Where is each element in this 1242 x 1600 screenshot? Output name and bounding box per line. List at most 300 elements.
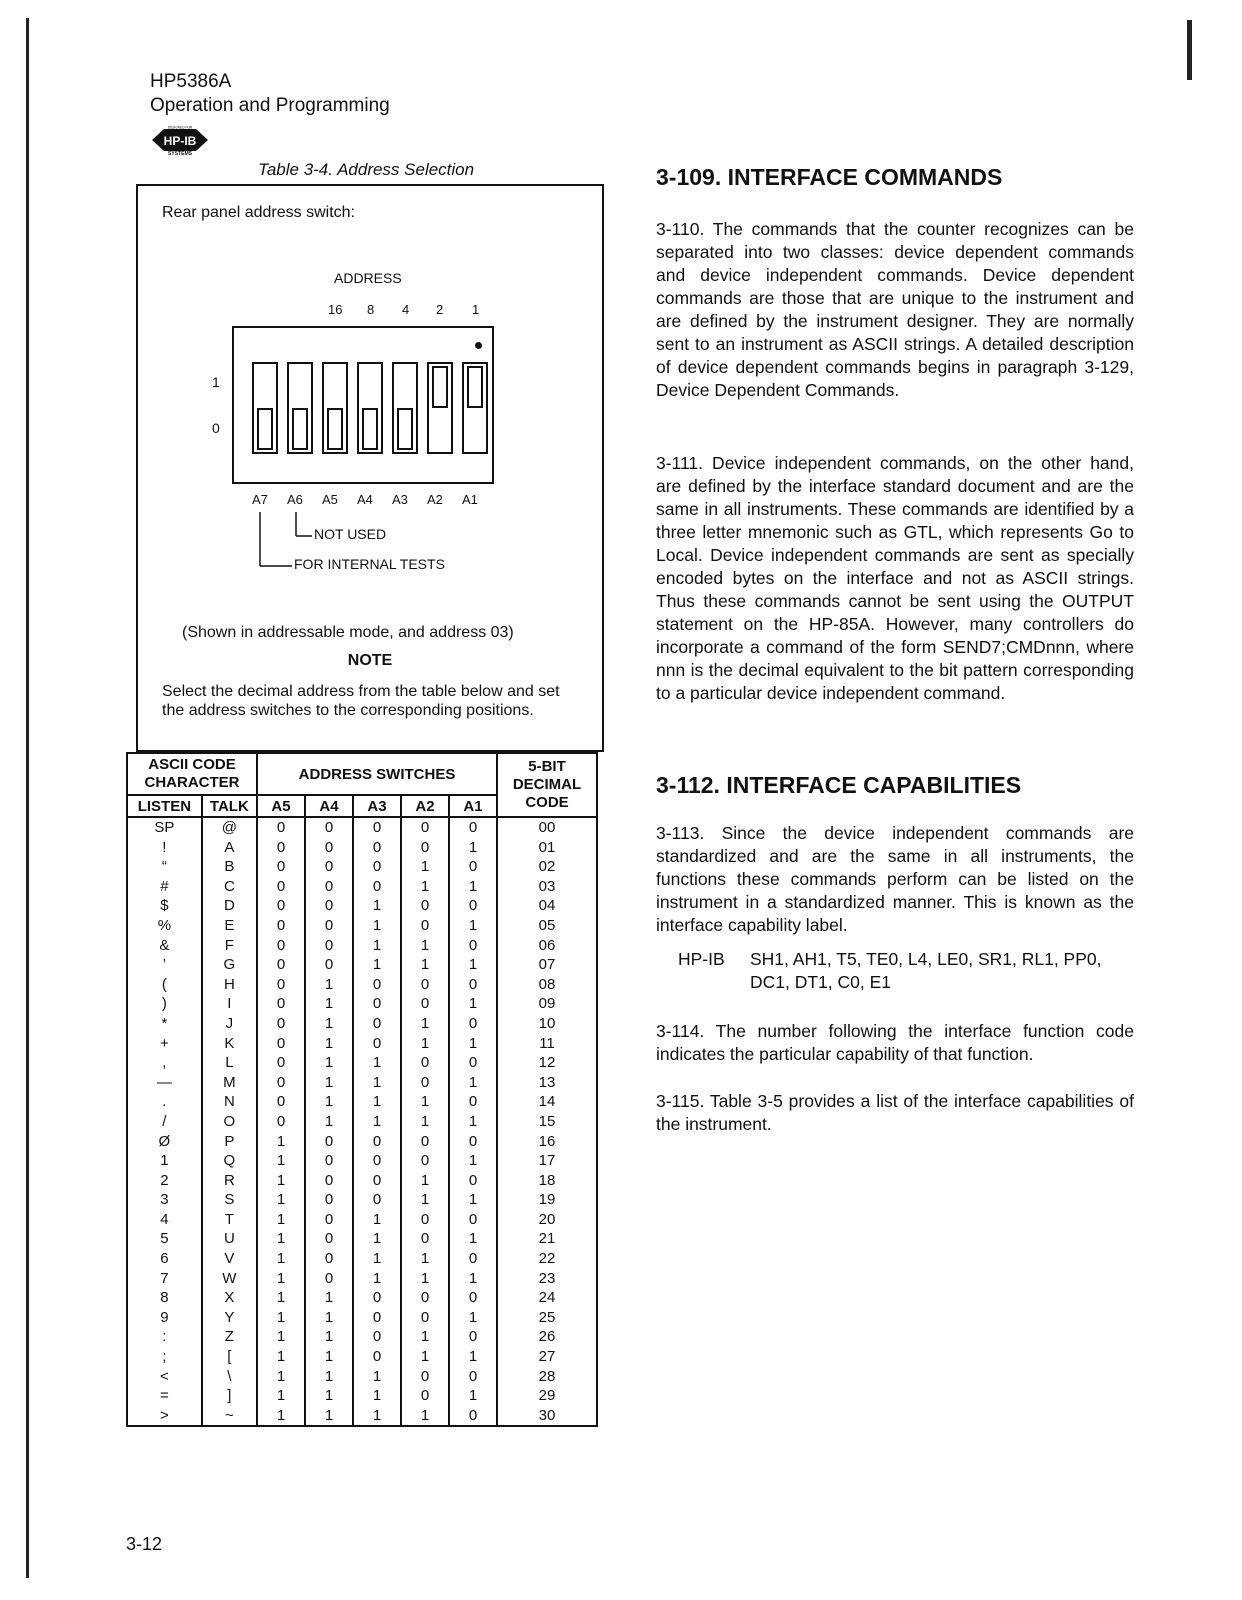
talk-char-cell: E: [202, 916, 257, 936]
bit-header-a5: A5: [257, 795, 305, 817]
decimal-code-cell: 25: [497, 1308, 597, 1328]
bit-a4-cell: 0: [305, 817, 353, 838]
bit-a3-cell: 1: [353, 936, 401, 956]
bit-a5-cell: 0: [257, 896, 305, 916]
bit-header-a2: A2: [401, 795, 449, 817]
bit-a5-cell: 0: [257, 994, 305, 1014]
bit-a5-cell: 1: [257, 1347, 305, 1367]
talk-char-cell: N: [202, 1092, 257, 1112]
decimal-code-cell: 16: [497, 1132, 597, 1152]
bit-a5-cell: 0: [257, 955, 305, 975]
bit-a3-cell: 1: [353, 1112, 401, 1132]
bit-a1-cell: 0: [449, 1014, 497, 1034]
bit-a1-cell: 1: [449, 1112, 497, 1132]
table-row: [127, 1034, 597, 1054]
table-row: [127, 1132, 597, 1152]
decimal-code-cell: 08: [497, 975, 597, 995]
bit-a4-cell: 0: [305, 1171, 353, 1191]
logo-systems-text: SYSTEMS: [168, 151, 192, 156]
listen-char-cell: ): [127, 994, 202, 1014]
bit-a5-cell: 1: [257, 1386, 305, 1406]
heading-interface-commands: 3-109. INTERFACE COMMANDS: [656, 164, 1003, 190]
talk-char-cell: Y: [202, 1308, 257, 1328]
bit-a1-cell: 0: [449, 1327, 497, 1347]
bit-a2-cell: 0: [401, 1288, 449, 1308]
listen-char-cell: %: [127, 916, 202, 936]
talk-char-cell: ]: [202, 1386, 257, 1406]
decimal-code-cell: 13: [497, 1073, 597, 1093]
bit-a3-cell: 0: [353, 1014, 401, 1034]
bit-a3-cell: 0: [353, 1132, 401, 1152]
bit-a3-cell: 0: [353, 1151, 401, 1171]
decimal-code-cell: 12: [497, 1053, 597, 1073]
bit-a2-cell: 1: [401, 1112, 449, 1132]
bit-a5-cell: 1: [257, 1229, 305, 1249]
bit-a1-cell: 1: [449, 877, 497, 897]
paragraph-3-115: 3-115. Table 3-5 provides a list of the interface capabilities of the instrument.: [656, 1091, 1134, 1134]
talk-char-cell: U: [202, 1229, 257, 1249]
talk-char-cell: M: [202, 1073, 257, 1093]
talk-char-cell: @: [202, 817, 257, 838]
decimal-code-cell: 23: [497, 1269, 597, 1289]
decimal-code-cell: 27: [497, 1347, 597, 1367]
listen-char-cell: <: [127, 1367, 202, 1387]
bit-a1-cell: 0: [449, 1249, 497, 1269]
talk-char-cell: [: [202, 1347, 257, 1367]
decimal-code-cell: 19: [497, 1190, 597, 1210]
bit-a4-cell: 0: [305, 936, 353, 956]
listen-char-cell: ,: [127, 1053, 202, 1073]
listen-char-cell: $: [127, 896, 202, 916]
weight-16: 16: [328, 302, 343, 317]
label-a3: A3: [392, 492, 408, 507]
bit-a4-cell: 0: [305, 1151, 353, 1171]
bit-a1-cell: 1: [449, 955, 497, 975]
bit-a1-cell: 0: [449, 975, 497, 995]
bit-a3-cell: 0: [353, 838, 401, 858]
corner-mark: [1187, 20, 1192, 80]
decimal-code-cell: 14: [497, 1092, 597, 1112]
decimal-code-cell: 29: [497, 1386, 597, 1406]
bit-a5-cell: 1: [257, 1308, 305, 1328]
table-row: [127, 994, 597, 1014]
bit-a4-cell: 1: [305, 1386, 353, 1406]
bit-a4-cell: 1: [305, 1073, 353, 1093]
hpib-logo: [150, 126, 210, 156]
bit-a5-cell: 1: [257, 1132, 305, 1152]
bit-a5-cell: 0: [257, 817, 305, 838]
bit-a3-cell: 0: [353, 975, 401, 995]
talk-char-cell: W: [202, 1269, 257, 1289]
bit-a2-cell: 0: [401, 1386, 449, 1406]
decimal-code-cell: 11: [497, 1034, 597, 1054]
bit-a1-cell: 1: [449, 1308, 497, 1328]
decimal-code-cell: 05: [497, 916, 597, 936]
switch-knob: [292, 408, 308, 450]
bit-a1-cell: 1: [449, 994, 497, 1014]
table-row: [127, 1073, 597, 1093]
listen-char-cell: :: [127, 1327, 202, 1347]
label-a4: A4: [357, 492, 373, 507]
switch-a4[interactable]: [357, 362, 383, 454]
address-label: ADDRESS: [334, 270, 402, 286]
bit-a4-cell: 0: [305, 1249, 353, 1269]
listen-char-cell: !: [127, 838, 202, 858]
listen-char-cell: ;: [127, 1347, 202, 1367]
label-a7: A7: [252, 492, 268, 507]
bit-a4-cell: 0: [305, 1269, 353, 1289]
bit-a4-cell: 1: [305, 1092, 353, 1112]
bit-header-a3: A3: [353, 795, 401, 817]
decimal-code-cell: 15: [497, 1112, 597, 1132]
bit-a4-cell: 1: [305, 1112, 353, 1132]
talk-char-cell: C: [202, 877, 257, 897]
talk-char-cell: J: [202, 1014, 257, 1034]
bit-a3-cell: 0: [353, 1308, 401, 1328]
decimal-code-cell: 28: [497, 1367, 597, 1387]
listen-char-cell: 3: [127, 1190, 202, 1210]
bit-a1-cell: 1: [449, 838, 497, 858]
bit-a4-cell: 0: [305, 838, 353, 858]
bit-a2-cell: 0: [401, 1053, 449, 1073]
bit-a3-cell: 0: [353, 817, 401, 838]
bit-a3-cell: 1: [353, 896, 401, 916]
bit-a4-cell: 1: [305, 975, 353, 995]
bit-a2-cell: 1: [401, 955, 449, 975]
bit-a1-cell: 0: [449, 1132, 497, 1152]
bit-a5-cell: 1: [257, 1210, 305, 1230]
table-row: [127, 1229, 597, 1249]
bit-a1-cell: 0: [449, 857, 497, 877]
bit-a4-cell: 0: [305, 955, 353, 975]
note-title: NOTE: [347, 652, 393, 669]
bit-a1-cell: 1: [449, 1073, 497, 1093]
talk-char-cell: Q: [202, 1151, 257, 1171]
switch-housing: [232, 326, 494, 484]
note-text: Select the decimal address from the table below and set the address switches to the corresponding positions.: [162, 683, 560, 719]
bit-a1-cell: 0: [449, 1053, 497, 1073]
hpib-label: HP-IB: [678, 949, 725, 969]
decimal-code-cell: 22: [497, 1249, 597, 1269]
indicator-dot: [475, 342, 482, 349]
bit-a5-cell: 0: [257, 857, 305, 877]
bit-a3-cell: 1: [353, 1053, 401, 1073]
bit-a2-cell: 1: [401, 1190, 449, 1210]
bit-a2-cell: 0: [401, 975, 449, 995]
table-row: [127, 1053, 597, 1073]
decimal-header: 5-BIT DECIMAL CODE: [497, 753, 597, 817]
weight-8: 8: [367, 302, 375, 317]
shown-note: (Shown in addressable mode, and address 03): [182, 624, 514, 641]
table-row: [127, 1288, 597, 1308]
decimal-code-cell: 20: [497, 1210, 597, 1230]
listen-char-cell: =: [127, 1386, 202, 1406]
listen-char-cell: —: [127, 1073, 202, 1093]
listen-char-cell: 5: [127, 1229, 202, 1249]
table-row: [127, 1190, 597, 1210]
bit-a1-cell: 1: [449, 1151, 497, 1171]
internal-tests-label: FOR INTERNAL TESTS: [294, 556, 445, 572]
decimal-code-cell: 09: [497, 994, 597, 1014]
bit-a1-cell: 0: [449, 1288, 497, 1308]
bit-a2-cell: 0: [401, 896, 449, 916]
bit-a4-cell: 1: [305, 1288, 353, 1308]
label-a6: A6: [287, 492, 303, 507]
switch-knob: [432, 366, 448, 408]
bit-a5-cell: 1: [257, 1269, 305, 1289]
label-a2: A2: [427, 492, 443, 507]
bit-a1-cell: 0: [449, 1367, 497, 1387]
bit-a4-cell: 0: [305, 1210, 353, 1230]
decimal-code-cell: 26: [497, 1327, 597, 1347]
bit-a1-cell: 0: [449, 1092, 497, 1112]
bit-a4-cell: 1: [305, 1327, 353, 1347]
bit-a3-cell: 0: [353, 1034, 401, 1054]
listen-char-cell: #: [127, 877, 202, 897]
listen-char-cell: ’: [127, 955, 202, 975]
weight-2: 2: [436, 302, 444, 317]
bit-a1-cell: 0: [449, 817, 497, 838]
table-row: [127, 975, 597, 995]
switch-a6[interactable]: [287, 362, 313, 454]
decimal-code-cell: 06: [497, 936, 597, 956]
heading-interface-capabilities: 3-112. INTERFACE CAPABILITIES: [656, 772, 1022, 798]
table-row: [127, 1347, 597, 1367]
table-row: [127, 1092, 597, 1112]
bit-a5-cell: 1: [257, 1190, 305, 1210]
talk-char-cell: H: [202, 975, 257, 995]
bit-a2-cell: 1: [401, 1249, 449, 1269]
decimal-code-cell: 30: [497, 1406, 597, 1427]
listen-char-cell: SP: [127, 817, 202, 838]
talk-char-cell: I: [202, 994, 257, 1014]
table-row: [127, 916, 597, 936]
weight-1: 1: [472, 302, 480, 317]
not-used-label: NOT USED: [314, 526, 387, 542]
listen-char-cell: 7: [127, 1269, 202, 1289]
table-row: [127, 1171, 597, 1191]
bit-a2-cell: 1: [401, 1406, 449, 1427]
bit-a4-cell: 1: [305, 1053, 353, 1073]
switch-a3[interactable]: [392, 362, 418, 454]
table-row: [127, 1406, 597, 1427]
switch-knob: [257, 408, 273, 450]
talk-char-cell: G: [202, 955, 257, 975]
listen-char-cell: 1: [127, 1151, 202, 1171]
switch-a7[interactable]: [252, 362, 278, 454]
bit-header-a1: A1: [449, 795, 497, 817]
paragraph-3-113: 3-113. Since the device independent commands are standardized and are the same in all instruments, the functions these commands perform can be listed on the instrument in a standardized manner. This is known as the interface capability label.: [656, 823, 1134, 935]
table-row: [127, 857, 597, 877]
talk-char-cell: F: [202, 936, 257, 956]
table-row: [127, 877, 597, 897]
bit-a3-cell: 1: [353, 1073, 401, 1093]
bit-a2-cell: 1: [401, 1327, 449, 1347]
bit-a3-cell: 0: [353, 1190, 401, 1210]
table-row: [127, 1327, 597, 1347]
talk-char-cell: S: [202, 1190, 257, 1210]
bit-a5-cell: 0: [257, 877, 305, 897]
talk-char-cell: B: [202, 857, 257, 877]
listen-char-cell: 8: [127, 1288, 202, 1308]
bit-a4-cell: 0: [305, 1190, 353, 1210]
talk-char-cell: D: [202, 896, 257, 916]
bit-a4-cell: 0: [305, 857, 353, 877]
bit-header-a4: A4: [305, 795, 353, 817]
table-row: [127, 955, 597, 975]
switch-intro: Rear panel address switch:: [162, 204, 355, 221]
bit-a3-cell: 1: [353, 1229, 401, 1249]
bit-a2-cell: 0: [401, 916, 449, 936]
bit-a5-cell: 0: [257, 916, 305, 936]
ascii-header: ASCII CODE CHARACTER: [127, 753, 257, 795]
bit-a1-cell: 1: [449, 1269, 497, 1289]
bit-a5-cell: 1: [257, 1151, 305, 1171]
bit-a5-cell: 0: [257, 1014, 305, 1034]
bit-a3-cell: 1: [353, 1092, 401, 1112]
bit-a4-cell: 1: [305, 1014, 353, 1034]
bit-a5-cell: 1: [257, 1171, 305, 1191]
decimal-code-cell: 21: [497, 1229, 597, 1249]
decimal-code-cell: 03: [497, 877, 597, 897]
logo-designed-text: DESIGNED FOR: [167, 126, 193, 130]
bit-a2-cell: 0: [401, 1210, 449, 1230]
bit-a3-cell: 0: [353, 1327, 401, 1347]
table-row: [127, 1151, 597, 1171]
decimal-code-cell: 18: [497, 1171, 597, 1191]
table-row: [127, 1112, 597, 1132]
table-row: [127, 936, 597, 956]
talk-char-cell: P: [202, 1132, 257, 1152]
bit-a2-cell: 1: [401, 936, 449, 956]
bit-a4-cell: 0: [305, 1132, 353, 1152]
talk-char-cell: Z: [202, 1327, 257, 1347]
bit-a5-cell: 0: [257, 936, 305, 956]
bit-a1-cell: 1: [449, 1347, 497, 1367]
bit-a3-cell: 0: [353, 994, 401, 1014]
page-edge-bar: [26, 18, 29, 1578]
bit-a2-cell: 0: [401, 1308, 449, 1328]
bit-a3-cell: 0: [353, 1171, 401, 1191]
bit-a2-cell: 0: [401, 838, 449, 858]
listen-char-cell: (: [127, 975, 202, 995]
table-caption: Table 3-4. Address Selection: [258, 160, 475, 179]
talk-char-cell: X: [202, 1288, 257, 1308]
bit-a4-cell: 0: [305, 896, 353, 916]
bit-a1-cell: 0: [449, 896, 497, 916]
bit-a3-cell: 1: [353, 1367, 401, 1387]
bit-a3-cell: 0: [353, 1288, 401, 1308]
talk-char-cell: A: [202, 838, 257, 858]
bit-a2-cell: 1: [401, 857, 449, 877]
talk-header: TALK: [202, 795, 257, 817]
table-row: [127, 1210, 597, 1230]
switch-knob: [327, 408, 343, 450]
bit-a2-cell: 0: [401, 994, 449, 1014]
listen-char-cell: +: [127, 1034, 202, 1054]
bit-a3-cell: 1: [353, 916, 401, 936]
talk-char-cell: O: [202, 1112, 257, 1132]
bit-a3-cell: 0: [353, 1347, 401, 1367]
decimal-code-cell: 01: [497, 838, 597, 858]
decimal-code-cell: 10: [497, 1014, 597, 1034]
bit-a4-cell: 1: [305, 1367, 353, 1387]
bit-a2-cell: 0: [401, 1132, 449, 1152]
switches-header: ADDRESS SWITCHES: [257, 753, 497, 795]
table-row: [127, 896, 597, 916]
decimal-code-cell: 00: [497, 817, 597, 838]
bit-a5-cell: 1: [257, 1288, 305, 1308]
bit-a1-cell: 0: [449, 936, 497, 956]
bit-a2-cell: 1: [401, 1171, 449, 1191]
paragraph-3-114: 3-114. The number following the interface function code indicates the particular capability of that function.: [656, 1021, 1134, 1064]
bit-a3-cell: 1: [353, 1269, 401, 1289]
bit-a5-cell: 1: [257, 1327, 305, 1347]
bit-a5-cell: 1: [257, 1249, 305, 1269]
talk-char-cell: V: [202, 1249, 257, 1269]
table-body: [127, 817, 597, 1426]
listen-char-cell: Ø: [127, 1132, 202, 1152]
bit-a5-cell: 0: [257, 1092, 305, 1112]
bit-a1-cell: 0: [449, 1406, 497, 1427]
table-row: [127, 1014, 597, 1034]
bit-a4-cell: 1: [305, 1347, 353, 1367]
bit-a3-cell: 1: [353, 1210, 401, 1230]
bit-a2-cell: 1: [401, 1014, 449, 1034]
bit-a1-cell: 1: [449, 1229, 497, 1249]
weight-4: 4: [402, 302, 410, 317]
bit-a4-cell: 1: [305, 1406, 353, 1427]
listen-char-cell: *: [127, 1014, 202, 1034]
bit-a3-cell: 0: [353, 877, 401, 897]
table-row: [127, 817, 597, 838]
table-row: [127, 838, 597, 858]
switch-a5[interactable]: [322, 362, 348, 454]
decimal-code-cell: 04: [497, 896, 597, 916]
bit-a2-cell: 0: [401, 817, 449, 838]
bit-a2-cell: 0: [401, 1073, 449, 1093]
logo-text: HP-IB: [163, 134, 197, 148]
address-table: [126, 752, 598, 1427]
listen-char-cell: &: [127, 936, 202, 956]
switch-knob: [362, 408, 378, 450]
bit-a3-cell: 0: [353, 857, 401, 877]
paragraph-3-110: 3-110. The commands that the counter recognizes can be separated into two classes: device dependent commands and device independent commands. Device dependent commands are those that are unique to the instrument and are defined by the instrument designer. They are normally sent to an instrument as ASCII strings. A detailed description of device dependent commands begins in paragraph 3-129, Device Dependent Commands.: [656, 219, 1134, 400]
label-a1: A1: [462, 492, 478, 507]
switch-a1[interactable]: [462, 362, 488, 454]
bit-a4-cell: 0: [305, 1229, 353, 1249]
listen-char-cell: 4: [127, 1210, 202, 1230]
bit-a2-cell: 1: [401, 1269, 449, 1289]
bit-a2-cell: 1: [401, 1347, 449, 1367]
bit-a5-cell: 0: [257, 1073, 305, 1093]
bit-a2-cell: 0: [401, 1229, 449, 1249]
bit-a2-cell: 0: [401, 1367, 449, 1387]
bit-a3-cell: 1: [353, 955, 401, 975]
talk-char-cell: T: [202, 1210, 257, 1230]
table-row: [127, 1308, 597, 1328]
listen-char-cell: /: [127, 1112, 202, 1132]
bit-a4-cell: 0: [305, 877, 353, 897]
bit-a4-cell: 1: [305, 1034, 353, 1054]
switch-a2[interactable]: [427, 362, 453, 454]
listen-char-cell: “: [127, 857, 202, 877]
document-subtitle: Operation and Programming: [150, 95, 390, 116]
switch-knob: [397, 408, 413, 450]
bit-a5-cell: 1: [257, 1406, 305, 1427]
listen-char-cell: .: [127, 1092, 202, 1112]
table-row: [127, 1367, 597, 1387]
